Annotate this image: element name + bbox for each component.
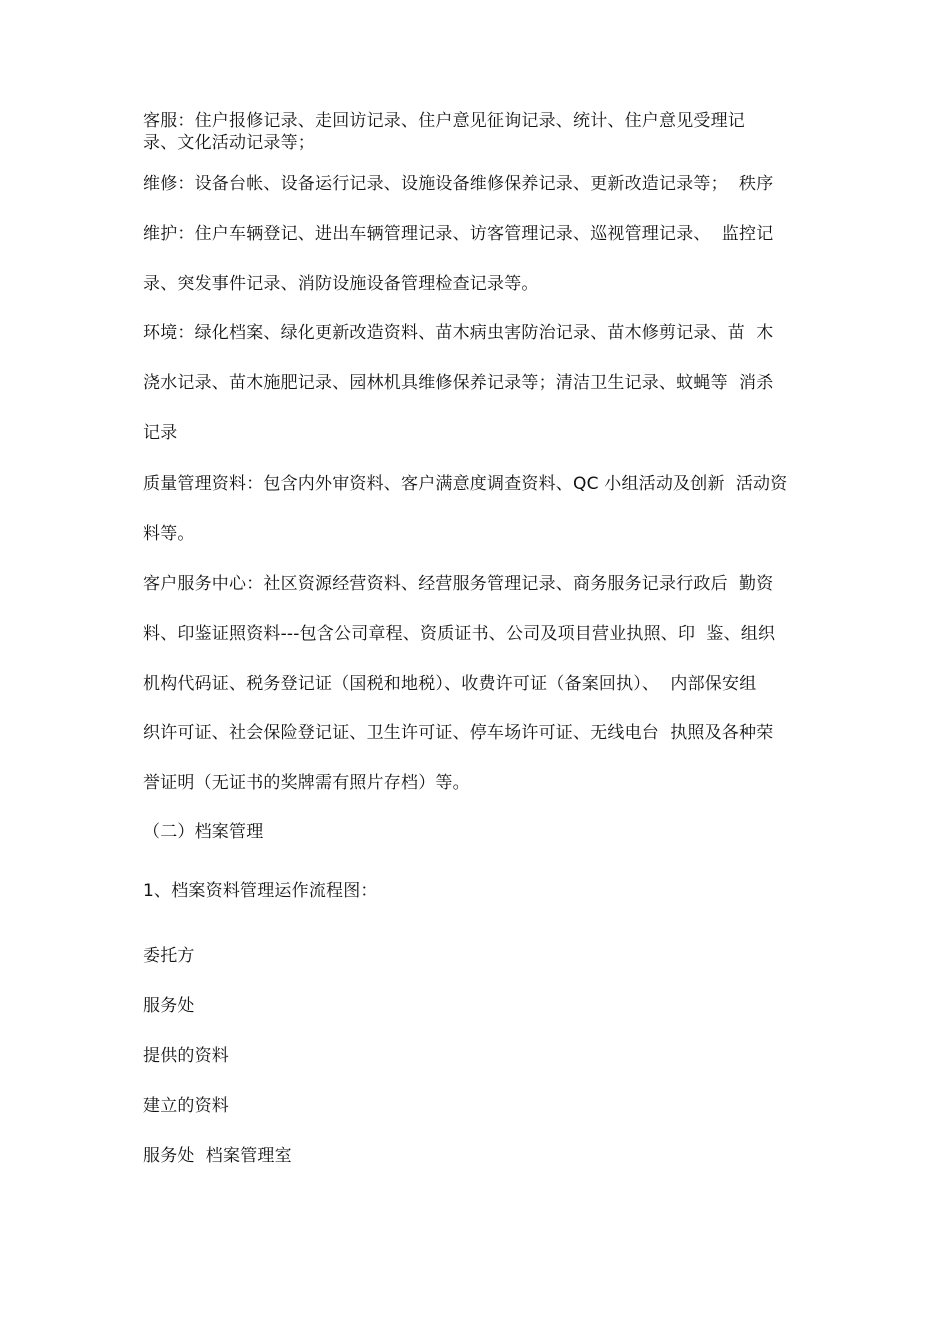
text-line: 录、突发事件记录、消防设施设备管理检查记录等。 bbox=[143, 274, 539, 294]
flow-item: 建立的资料 bbox=[143, 1096, 229, 1116]
section-heading: （二）档案管理 bbox=[143, 822, 264, 842]
text-line: 料等。 bbox=[143, 524, 195, 544]
text-line: 录、文化活动记录等； bbox=[143, 133, 315, 153]
text-line: 维护：住户车辆登记、进出车辆管理记录、访客管理记录、巡视管理记录、 监控记 bbox=[143, 224, 774, 244]
subsection-heading: 1、档案资料管理运作流程图： bbox=[143, 881, 378, 901]
flow-item: 服务处 bbox=[143, 996, 195, 1016]
flow-item: 委托方 bbox=[143, 946, 195, 966]
text-line: 维修：设备台帐、设备运行记录、设施设备维修保养记录、更新改造记录等； 秩序 bbox=[143, 174, 774, 194]
text-line: 料、印鉴证照资料---包含公司章程、资质证书、公司及项目营业执照、印 鉴、组织 bbox=[143, 624, 776, 644]
text-line: 浇水记录、苗木施肥记录、园林机具维修保养记录等；清洁卫生记录、蚊蝇等 消杀 bbox=[143, 373, 774, 393]
text-line: 记录 bbox=[143, 423, 178, 443]
text-line: 环境：绿化档案、绿化更新改造资料、苗木病虫害防治记录、苗木修剪记录、苗 木 bbox=[143, 323, 774, 343]
text-line: 客服：住户报修记录、走回访记录、住户意见征询记录、统计、住户意见受理记 bbox=[143, 111, 745, 131]
text-line: 织许可证、社会保险登记证、卫生许可证、停车场许可证、无线电台 执照及各种荣 bbox=[143, 723, 774, 743]
text-line: 质量管理资料：包含内外审资料、客户满意度调查资料、QC 小组活动及创新 活动资 bbox=[143, 474, 788, 494]
text-line: 客户服务中心：社区资源经营资料、经营服务管理记录、商务服务记录行政后 勤资 bbox=[143, 574, 774, 594]
text-line: 机构代码证、税务登记证（国税和地税）、收费许可证（备案回执）、 内部保安组 bbox=[143, 674, 757, 694]
text-line: 誉证明（无证书的奖牌需有照片存档）等。 bbox=[143, 773, 470, 793]
flow-item: 提供的资料 bbox=[143, 1046, 229, 1066]
flow-item: 服务处 档案管理室 bbox=[143, 1146, 292, 1166]
